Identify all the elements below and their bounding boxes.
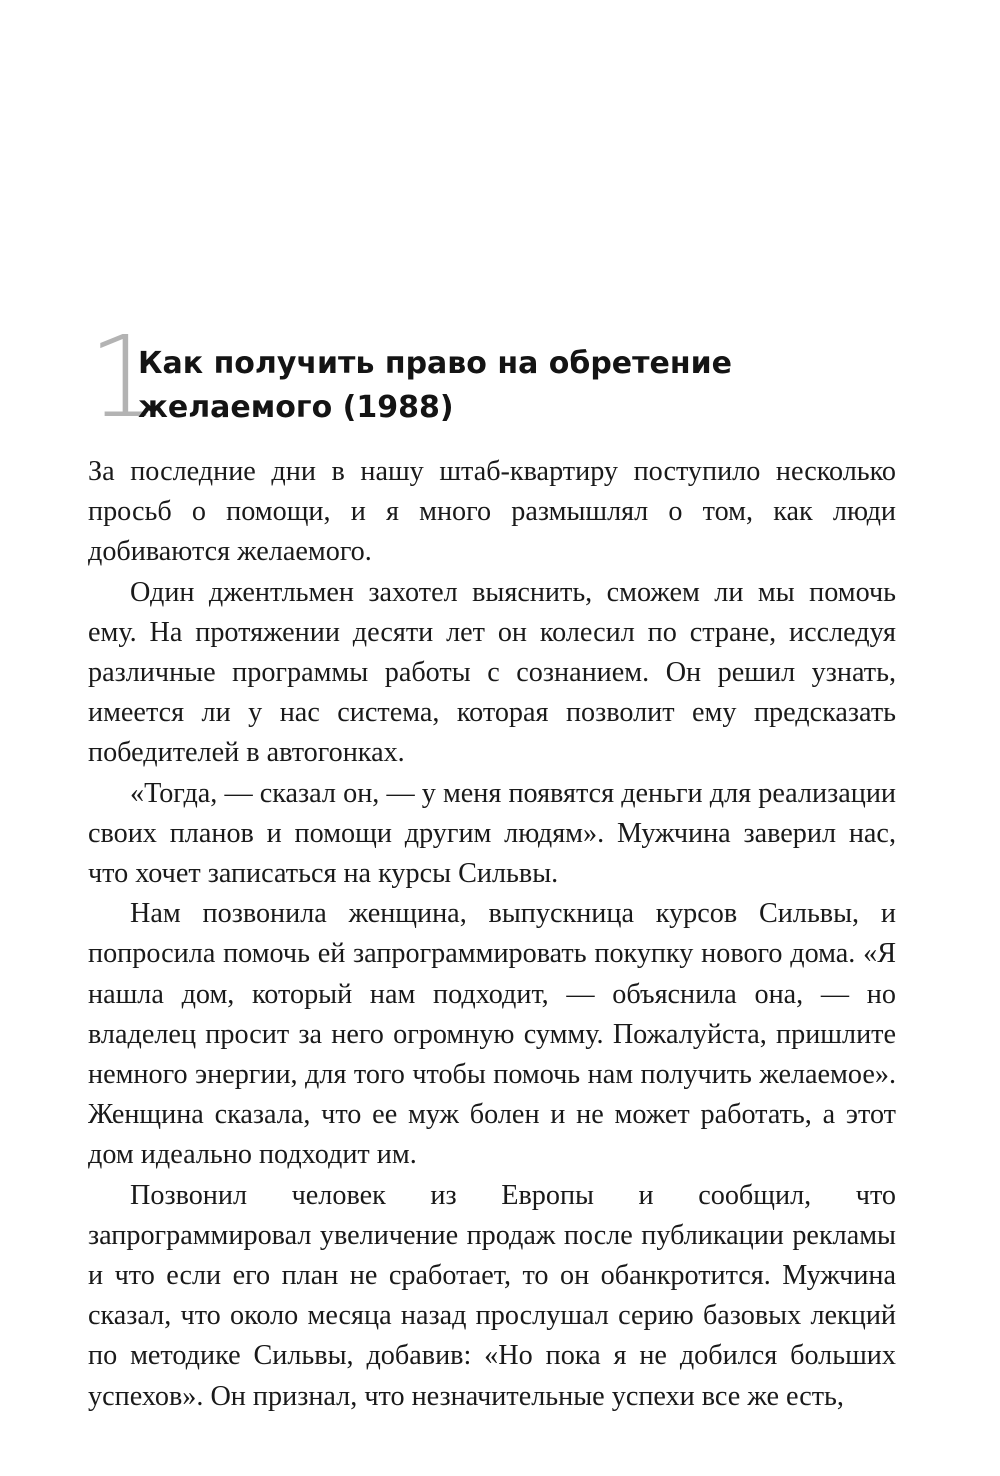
chapter-header bbox=[88, 313, 918, 443]
paragraph: За последние дни в нашу штаб-квартиру поступило несколько просьб о помощи, и я много размышлял о том, как люди добиваются желаемого. bbox=[88, 456, 896, 568]
paragraph: «Тогда, — сказал он, — у меня появятся деньги для реализации своих планов и помощи другим людям». Мужчина заверил нас, что хочет записаться на курсы Сильвы. bbox=[88, 777, 896, 890]
chapter-body bbox=[88, 452, 896, 1417]
paragraph: Позвонил человек из Европы и сообщил, что запрограммировал увеличение продаж после публикации рекламы и что если его план не сработает, то он обанкротится. Мужчина сказал, что около месяца назад прослушал серию базовых лекций по методике Сильвы, добавив: «Но пока я не добился больших успехов». Он признал, что незначительные успехи все же есть, bbox=[88, 1179, 896, 1412]
paragraph: Один джентльмен захотел выяснить, сможем ли мы помочь ему. На протяжении десяти лет он колесил по стране, исследуя различные программы работы с сознанием. Он решил узнать, имеется ли у нас система, которая позволит ему предсказать победителей в автогонках. bbox=[88, 576, 896, 769]
paragraph: Нам позвонила женщина, выпускница курсов Сильвы, и попросила помочь ей запрограммировать покупку нового дома. «Я нашла дом, который нам подходит, — объяснила она, — но владелец просит за него огромную сумму. Пожалуйста, пришлите немного энергии, для того чтобы помочь нам получить желаемое». Женщина сказала, что ее муж болен и не может работать, а этот дом идеально подходит им. bbox=[88, 898, 896, 1171]
chapter-title: Как получить право на обретение желаемого (1988) bbox=[138, 346, 732, 425]
chapter-number: 1 bbox=[88, 313, 160, 443]
